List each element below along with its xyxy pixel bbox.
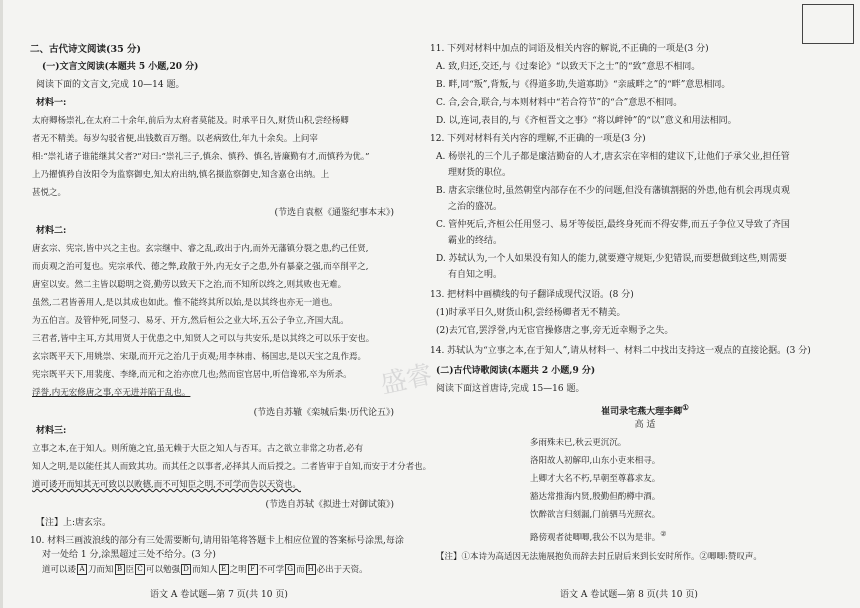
material2-source: (节选自苏辙《栾城后集·历代论五》) [253, 408, 394, 418]
poetry-instruction: 阅读下面这首唐诗,完成 15—16 题。 [436, 384, 585, 394]
q12-option: C. 管仲死后,齐桓公任用竖刁、易牙等佞臣,最终身死而不得安葬,而五子争位又导致了齐国 [436, 220, 790, 230]
material1-title: 材料一: [36, 98, 67, 108]
page-footer: 语文 A 卷试题—第 7 页(共 10 页) [150, 590, 288, 600]
q12-option: D. 苏轼认为,一个人如果没有知人的能力,就要遵守规矩,少犯错误,而要想做到这些,则需要 [436, 254, 787, 264]
q13-item: (1)时承平日久,财货山积,尝经杨卿者无不精美。 [436, 308, 626, 318]
break-option-f[interactable]: F [248, 564, 258, 575]
poem-author: 高 适 [634, 420, 656, 430]
material2-line: 虽然,二君皆善用人,是以其成也如此。惟不能终其所以始,是以其终也亦无一道也。 [32, 298, 338, 308]
material3-line: 立事之本,在于知人。则所施之宜,虽无赖于大臣之知人与否耳。古之欲立非常之功者,必有 [32, 444, 364, 454]
instruction: 阅读下面的文言文,完成 10—14 题。 [36, 80, 185, 90]
material2-line: 唐玄宗、宪宗,皆中兴之主也。玄宗继中、睿之乱,政出于内,而外无藩镇分裂之患,约己任贤, [32, 244, 369, 254]
material2-line: 浮誉,内无宏修唐之事,卒无进并陷于乱也。 [32, 388, 191, 398]
poem-line: 豁达常推海内贤,殷勤但酌樽中酒。 [530, 492, 661, 502]
poem-line: 饮醉欲言归刻漏,门前驷马光照衣。 [530, 510, 661, 520]
q11-option: A. 致,归还,交还,与《过秦论》“以致天下之士”的“致”意思不相同。 [436, 62, 701, 72]
break-option-c[interactable]: C [135, 564, 145, 575]
q12-option: 霸业的终结。 [448, 236, 503, 246]
q10-sentence: 道可以诿 A 刀而知 B 臣 C 可以勉强 D 而知人 E 之明 F 不可学 G 而 H 必出于天资。 [42, 565, 368, 575]
break-option-b[interactable]: B [115, 564, 125, 575]
poem-line: 路傍观者徒唧唧,我公不以为是非。② [530, 529, 667, 543]
material1-source: (节选自袁枢《通鉴纪事本末》) [274, 208, 394, 218]
material3-title: 材料三: [36, 426, 67, 436]
q14: 14. 苏轼认为“立事之本,在于知人”,请从材料一、材料二中找出支持这一观点的直接论据。(3 分) [430, 346, 811, 356]
poem-line: 洛阳故人初解印,山东小吏来相寻。 [530, 456, 661, 466]
break-option-d[interactable]: D [181, 564, 191, 575]
page-footer: 语文 A 卷试题—第 8 页(共 10 页) [560, 590, 698, 600]
poetry-section-title: (二)古代诗歌阅读(本题共 2 小题,9 分) [436, 366, 596, 376]
break-option-e[interactable]: E [219, 564, 229, 575]
material1-line: 相:“崇礼诸子谁能继其父者?”对曰:“崇礼三子,慎余、慎矜、慎名,皆廉勤有才,而慎矜为优。” [32, 152, 370, 162]
material2-line: 玄宗既平天下,用姚崇、宋璟,而开元之治几于贞观;用李林甫、杨国忠,是以天宝之乱作焉。 [32, 352, 366, 362]
q12-option: B. 唐玄宗继位时,虽然朝堂内部存在不少的问题,但没有藩镇割据的外患,他有机会再现贞观 [436, 186, 790, 196]
material2-line: 为五伯言。及管仲死,同竖刁、易牙、开方,然后桓公之业大坏,五公子争立,齐国大乱。 [32, 316, 349, 326]
section-title: 二、古代诗文阅读(35 分) [30, 44, 142, 55]
q12-option: A. 杨崇礼的三个儿子都是廉洁勤奋的人才,唐玄宗在宰相的建议下,让他们子承父业,担任管 [436, 152, 790, 162]
material1-line: 太府卿杨崇礼,在太府二十余年,前后为太府者莫能及。时承平日久,财货山积,尝经杨卿 [32, 116, 349, 126]
right-page [430, 0, 860, 608]
note: 【注】上:唐玄宗。 [36, 518, 112, 528]
q11-option: B. 畔,同“叛”,背叛,与《得道多助,失道寡助》“亲戚畔之”的“畔”意思相同。 [436, 80, 731, 90]
material1-line: 者无不精美。每岁勾驳省便,出钱数百万缗。以老病致仕,年九十余矣。上问宰 [32, 134, 318, 144]
break-option-h[interactable]: H [307, 565, 314, 573]
q13-item: (2)去冗官,罢浮誉,内无宦官操修唐之事,旁无近幸赐予之失。 [436, 326, 674, 336]
q13-stem: 13. 把材料中画横线的句子翻译成现代汉语。(8 分) [430, 290, 634, 300]
q11-option: D. 以,连词,表目的,与《齐桓晋文之事》“将以衅钟”的“以”意义和用法相同。 [436, 116, 737, 126]
break-option-a[interactable]: A [77, 564, 87, 575]
material2-line: 三君者,皆中主耳,方其用贤人于优患之中,知贤人之可以与共安乐,是以其终之可以乐于安也。 [32, 334, 375, 344]
material3-source: (节选自苏轼《拟进士对御试策》) [265, 500, 394, 510]
score-box [802, 4, 854, 44]
material2-line: 唐室以安。然二主皆以聪明之资,勤劳以致天下之治,而不知所以终之,则其败也无难。 [32, 280, 347, 290]
poem-line: 上卿才大名不朽,早朝至尊暮求友。 [530, 474, 661, 484]
q12-option: 理财货的职位。 [448, 168, 512, 178]
material3-line: 知人之明,是以能任其人而致其功。而其任之以事者,必择其人而后授之。二者皆审于自知,而安于才分者也。 [32, 462, 432, 472]
poem-title: 崔司录宅燕大理李卿① [601, 403, 689, 417]
material2-title: 材料二: [36, 226, 67, 236]
q11-stem: 11. 下列对材料中加点的词语及相关内容的解说,不正确的一项是(3 分) [430, 44, 709, 54]
material2-line: 宪宗既平天下,用裴度、李绛,而元和之治亦庶几也;然而宦官居中,听信谗邪,卒为所杀。 [32, 370, 352, 380]
material1-line: 上乃擢慎矜自汝阳令为监察御史,知太府出纳,慎名摄监察御史,知含嘉仓出纳。上 [32, 170, 330, 180]
break-option-g[interactable]: G [285, 564, 295, 575]
q10-line: 对一处给 1 分,涂黑超过三处不给分。(3 分) [42, 550, 216, 560]
q10-line: 10. 材料三画波浪线的部分有三处需要断句,请用铅笔将答题卡上相应位置的答案标号涂黑,每涂 [30, 536, 404, 546]
watermark-stamp: 盛睿 [377, 359, 436, 400]
q12-stem: 12. 下列对材料有关内容的理解,不正确的一项是(3 分) [430, 134, 646, 144]
q12-option: 之治的盛况。 [448, 202, 503, 212]
poem-line: 多雨殊未已,秋云更沉沉。 [530, 438, 627, 448]
material2-line: 而贞观之治可复也。宪宗承代、德之弊,政散于外,内无女子之患,外有暴豪之强,而卒削平之, [32, 262, 369, 272]
subsection-title: (一)文言文阅读(本题共 5 小题,20 分) [42, 62, 199, 72]
q11-option: C. 合,会合,联合,与本则材料中“若合符节”的“合”意思不相同。 [436, 98, 683, 108]
poem-note: 【注】①本诗为高适因无法施展抱负而辞去封丘尉后来到长安时所作。②唧唧:赞叹声。 [436, 552, 762, 562]
material1-line: 甚悦之。 [32, 188, 67, 198]
material3-line: 道可诿开而知其无可致以以败德,而不可知臣之明,不可学而告以天资也。 [32, 480, 301, 490]
q12-option: 有自知之明。 [448, 270, 503, 280]
